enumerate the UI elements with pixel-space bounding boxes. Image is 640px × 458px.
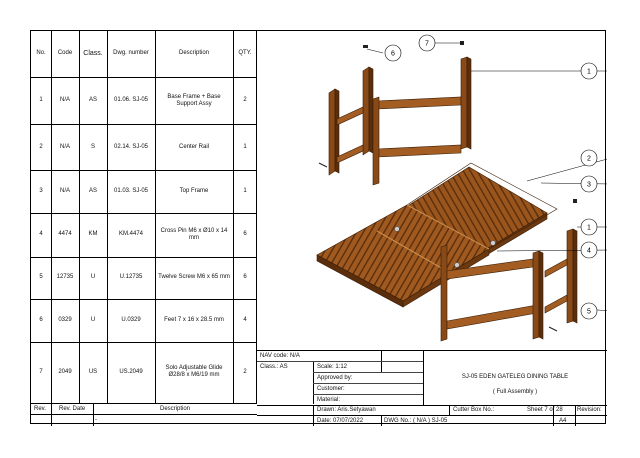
header-dwg: Dwg. number — [113, 50, 149, 56]
cell-no: 1 — [39, 97, 43, 103]
cell-class: S — [90, 144, 95, 150]
cell-qty: 1 — [243, 144, 247, 150]
cell-desc: Base Frame + Base Support Assy — [167, 94, 221, 107]
cell-qty: 2 — [243, 97, 247, 103]
cell-desc: Twelve Screw M6 x 65 mm — [158, 274, 230, 280]
cell-dwg: U.0329 — [121, 317, 141, 323]
balloon-1-bottom-label: 1 — [587, 224, 591, 232]
cell-code: 0329 — [58, 317, 72, 323]
cell-code: 2049 — [58, 369, 72, 375]
balloon-7-label: 7 — [425, 40, 429, 48]
cell-desc: Solo Adjustable Glide Ø28/8 x M6/19 mm — [165, 365, 223, 378]
balloon-2 — [581, 150, 597, 166]
cell-class: AS — [88, 188, 97, 194]
cell-class: KM — [88, 231, 98, 237]
cell-class: U — [90, 274, 96, 280]
cell-code: 12735 — [56, 274, 74, 280]
balloon-6 — [385, 45, 401, 61]
drawing-sheet — [30, 30, 606, 424]
balloon-4-label: 4 — [587, 247, 591, 255]
paper-size: A4 — [559, 418, 567, 424]
cell-class: US — [88, 369, 98, 375]
cell-class: AS — [88, 97, 97, 103]
nav-code: NAV code: N/A — [260, 353, 300, 359]
cell-code: N/A — [59, 144, 70, 150]
balloon-1-bottom — [581, 219, 597, 235]
cell-dwg: 02.14. SJ-05 — [113, 144, 149, 150]
cell-desc: Top Frame — [179, 188, 209, 194]
revision-label: Revision: — [577, 407, 602, 413]
balloon-7 — [419, 35, 435, 51]
cell-code: N/A — [59, 97, 70, 103]
cell-no: 6 — [39, 317, 43, 323]
balloon-5 — [581, 303, 597, 319]
exploded-isometric-drawing — [257, 31, 607, 350]
title-block — [257, 350, 607, 425]
cell-desc: Feet 7 x 16 x 28.5 mm — [164, 317, 224, 323]
header-class: Class. — [83, 50, 103, 57]
bom-table — [31, 31, 257, 403]
customer: Customer: — [317, 386, 345, 392]
cell-dwg: KM.4474 — [118, 231, 143, 237]
drawn-by: Drawn: Aris.Setyawan — [317, 407, 376, 413]
cutter-box: Cutter Box No.: — [453, 407, 495, 413]
cell-code: N/A — [59, 188, 70, 194]
balloon-5-label: 5 — [587, 308, 591, 316]
cell-dwg: 01.06. SJ-05 — [113, 97, 149, 103]
material: Material: — [317, 397, 341, 403]
balloon-3 — [581, 176, 597, 192]
approved-by: Approved by: — [317, 375, 353, 381]
cell-desc: Center Rail — [178, 144, 209, 150]
dwg-no: DWG No.: ( N/A ) SJ-05 — [384, 418, 448, 424]
cell-no: 3 — [39, 188, 43, 194]
cell-dwg: U.12735 — [119, 274, 143, 280]
balloon-6-label: 6 — [391, 50, 395, 58]
balloon-1-top-label: 1 — [587, 68, 591, 76]
cell-class: U — [90, 317, 96, 323]
drawing-title: SJ-05 EDEN GATELEG DINING TABLE — [461, 374, 569, 380]
header-no: No. — [36, 50, 46, 56]
cell-dwg: US.2049 — [119, 369, 143, 375]
table-top — [317, 163, 557, 307]
cell-qty: 2 — [243, 369, 247, 375]
cell-desc: Cross Pin M6 x Ø10 x 14 mm — [160, 228, 228, 241]
rev-dash: - — [95, 417, 97, 423]
cell-code: 4474 — [58, 231, 72, 237]
balloon-4 — [581, 242, 597, 258]
rev-date-label: Rev. Date — [59, 406, 86, 412]
balloon-3-label: 3 — [587, 181, 591, 189]
upper-base-frame — [329, 57, 471, 185]
revision-block — [31, 403, 257, 425]
scale: Scale: 1:12 — [317, 364, 348, 370]
balloon-1-top — [581, 63, 597, 79]
class-code: Class.: AS — [260, 364, 288, 370]
drawing-date: Date: 07/07/2022 — [317, 418, 364, 424]
cell-no: 5 — [39, 274, 43, 280]
cell-qty: 4 — [243, 317, 247, 323]
cell-no: 2 — [39, 144, 43, 150]
sheet-number: Sheet 7 of 28 — [527, 407, 563, 413]
cell-no: 7 — [39, 369, 43, 375]
balloon-2-label: 2 — [587, 155, 591, 163]
header-code: Code — [57, 50, 73, 56]
cell-no: 4 — [39, 231, 43, 237]
rev-description-label: Description — [159, 406, 190, 412]
cell-dwg: 01.03. SJ-05 — [113, 188, 149, 194]
cell-qty: 1 — [243, 188, 247, 194]
header-desc: Description — [178, 50, 209, 56]
rev-label: Rev. — [34, 406, 46, 412]
header-qty: QTY. — [238, 50, 252, 56]
drawing-subtitle: ( Full Assembly ) — [492, 389, 538, 395]
cell-qty: 6 — [243, 274, 247, 280]
cell-qty: 6 — [243, 231, 247, 237]
